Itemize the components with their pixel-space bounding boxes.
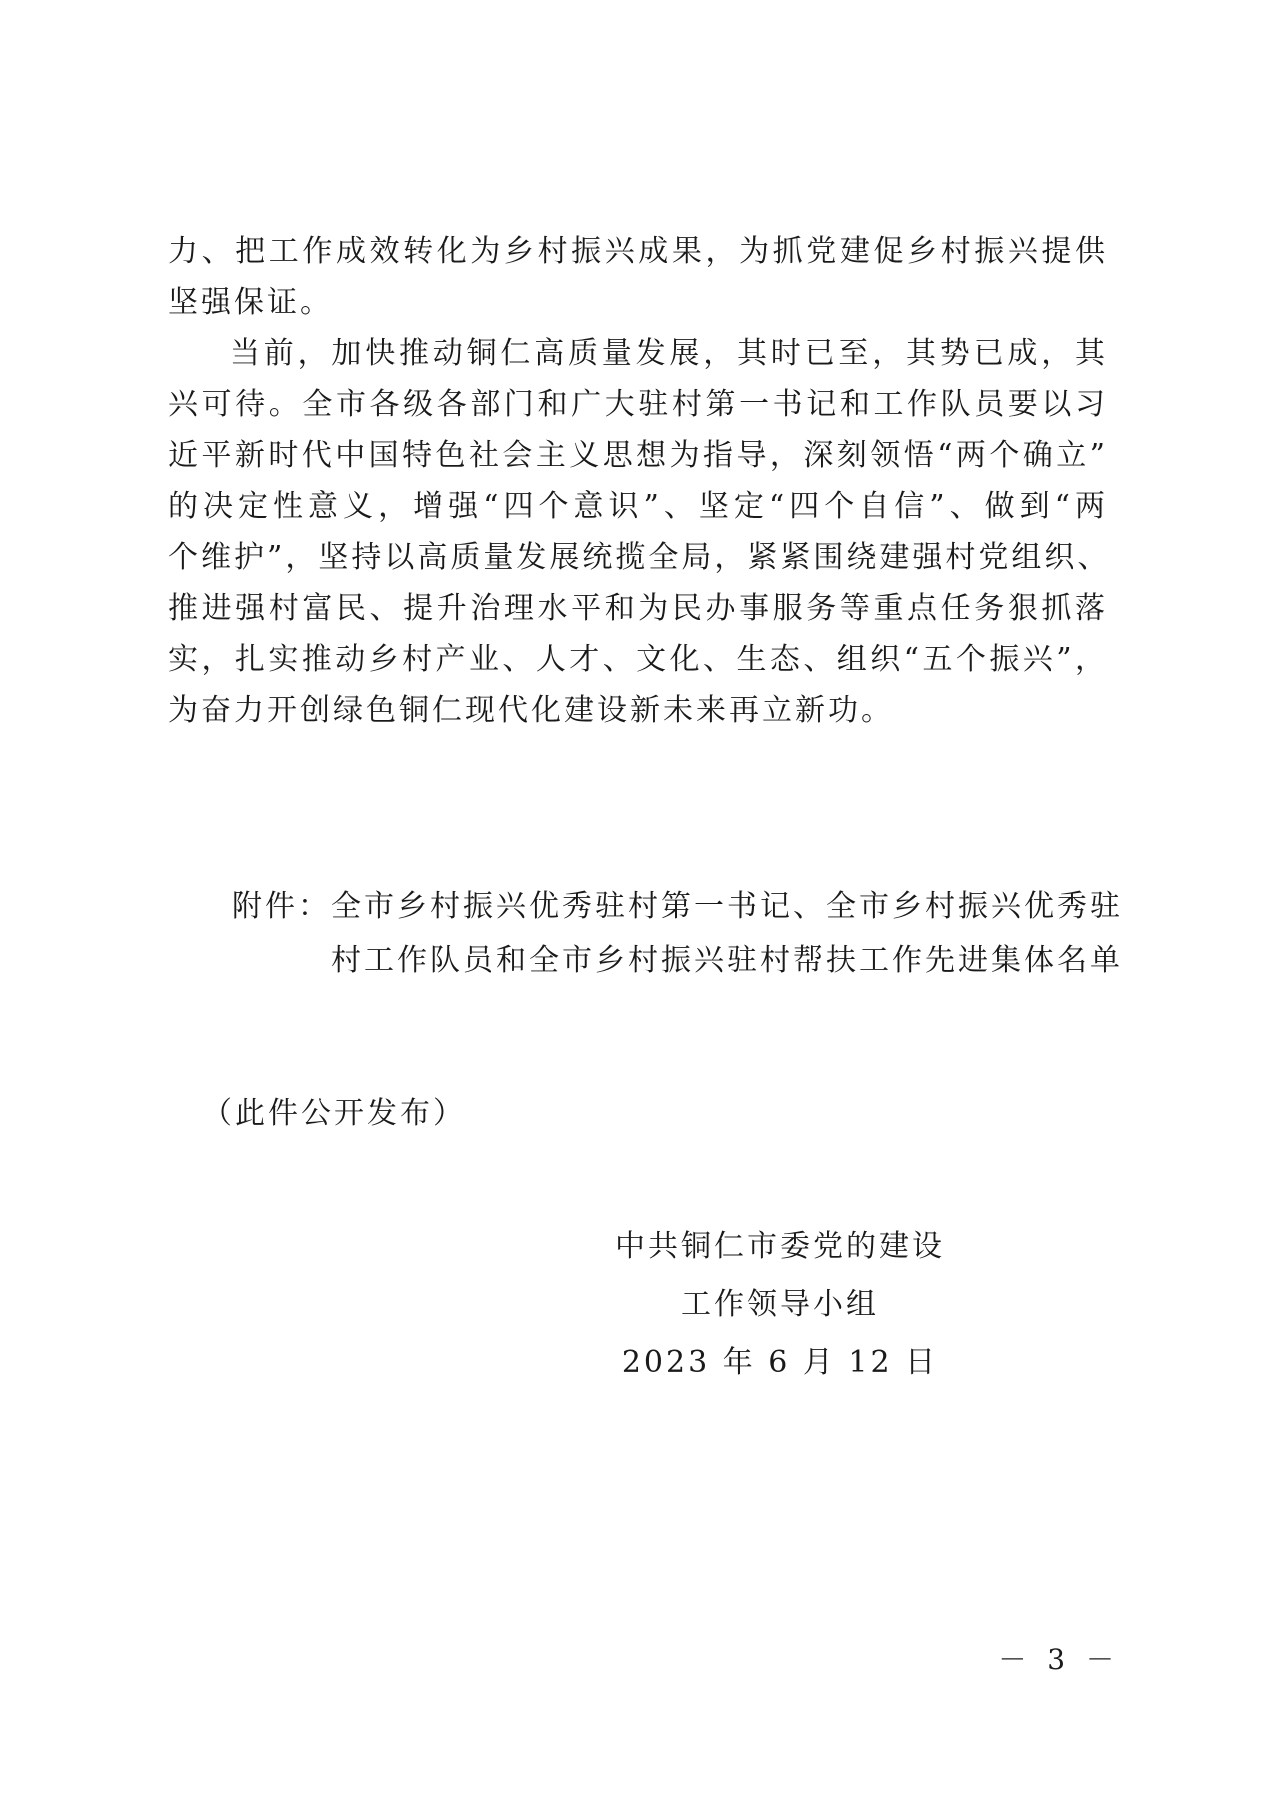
issuing-organization: 中共铜仁市委党的建设 bbox=[615, 1229, 945, 1264]
text-line: 的决定性意义，增强“四个意识”、坚定“四个自信”、做到“两 bbox=[168, 489, 1108, 524]
attachment-line: 全市乡村振兴优秀驻村第一书记、全市乡村振兴优秀驻 bbox=[331, 889, 1123, 924]
main-paragraph bbox=[168, 328, 1111, 736]
text-line: 推进强村富民、提升治理水平和为民办事服务等重点任务狠抓落 bbox=[168, 591, 1108, 626]
attachment-line: 村工作队员和全市乡村振兴驻村帮扶工作先进集体名单 bbox=[331, 943, 1123, 978]
public-release-note: （此件公开发布） bbox=[202, 1096, 466, 1131]
text-line: 力、把工作成效转化为乡村振兴成果，为抓党建促乡村振兴提供 bbox=[168, 234, 1108, 269]
text-line: 坚强保证。 bbox=[168, 285, 333, 320]
issue-date: 2023 年 6 月 12 日 bbox=[621, 1345, 939, 1380]
attachment-title bbox=[331, 880, 1123, 988]
text-line: 实，扎实推动乡村产业、人才、文化、生态、组织“五个振兴”， bbox=[168, 642, 1108, 677]
text-line: 为奋力开创绿色铜仁现代化建设新未来再立新功。 bbox=[168, 693, 894, 728]
attachment-label: 附件： bbox=[232, 889, 331, 924]
issuing-organization-sub: 工作领导小组 bbox=[681, 1287, 879, 1322]
body-text bbox=[168, 226, 1111, 736]
attachment-section bbox=[232, 880, 1123, 988]
text-line: 兴可待。全市各级各部门和广大驻村第一书记和工作队员要以习 bbox=[168, 387, 1108, 422]
text-line: 个维护”，坚持以高质量发展统揽全局，紧紧围绕建强村党组织、 bbox=[168, 540, 1111, 575]
signature-block bbox=[600, 1218, 960, 1392]
continuation-paragraph bbox=[168, 226, 1108, 328]
text-line: 当前，加快推动铜仁高质量发展，其时已至，其势已成，其 bbox=[230, 336, 1108, 371]
page-number: － 3 － bbox=[998, 1643, 1120, 1676]
text-line: 近平新时代中国特色社会主义思想为指导，深刻领悟“两个确立” bbox=[168, 438, 1108, 473]
